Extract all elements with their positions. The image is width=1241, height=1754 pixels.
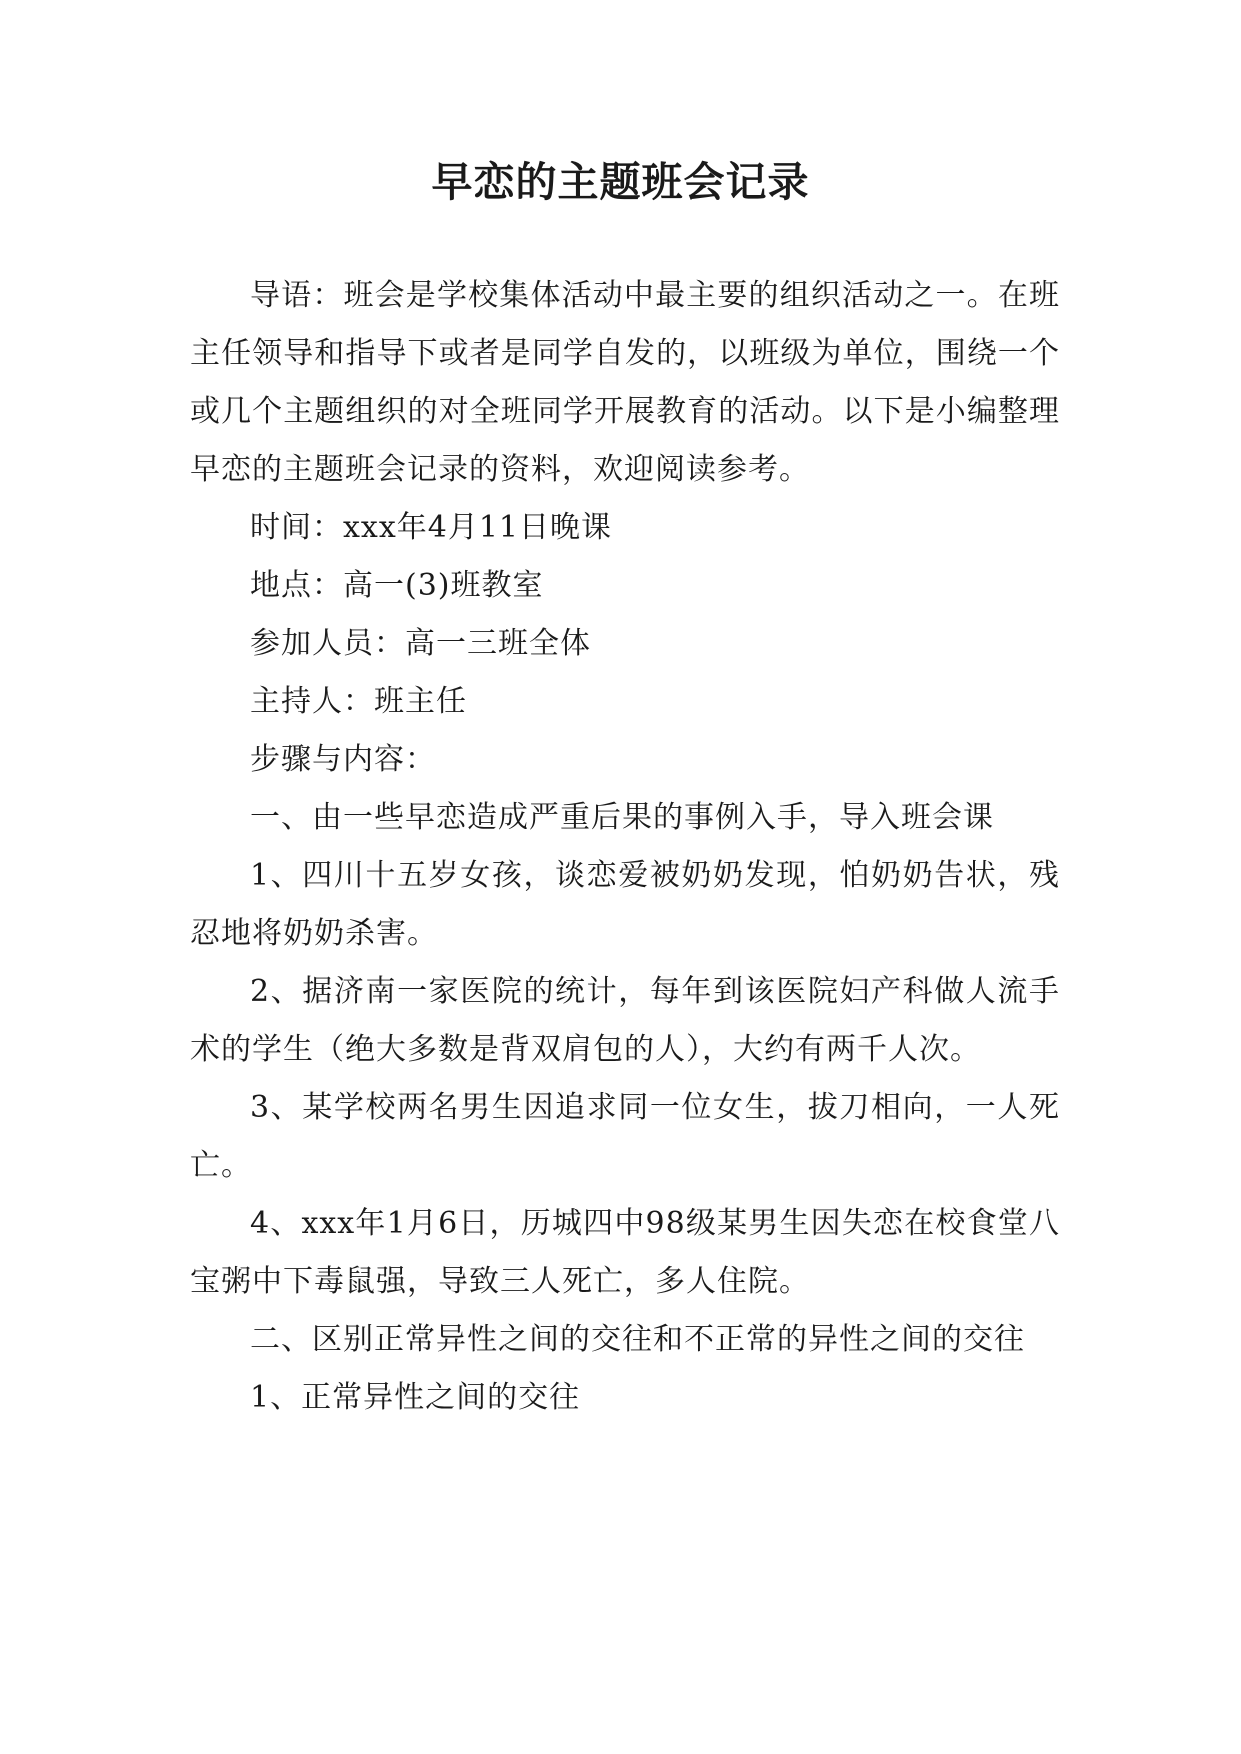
document-body [190, 267, 1060, 1427]
paragraph-location: 地点：高一(3)班教室 [250, 568, 544, 603]
paragraph-subsection-1: 1、正常异性之间的交往 [250, 1380, 581, 1415]
paragraph-host: 主持人：班主任 [250, 684, 467, 719]
paragraph-participants: 参加人员：高一三班全体 [250, 626, 591, 661]
paragraph-section-two-heading: 二、区别正常异性之间的交往和不正常的异性之间的交往 [250, 1322, 1025, 1357]
paragraph-section-one-heading: 一、由一些早恋造成严重后果的事例入手，导入班会课 [250, 800, 994, 835]
paragraph-time: 时间：xxx年4月11日晚课 [250, 510, 613, 545]
paragraph-intro: 导语：班会是学校集体活动中最主要的组织活动之一。在班主任领导和指导下或者是同学自发的，以班级为单位，围绕一个或几个主题组织的对全班同学开展教育的活动。以下是小编整理早恋的主题班会记录的资料，欢迎阅读参考。 [190, 278, 1060, 487]
paragraph-case-2: 2、据济南一家医院的统计，每年到该医院妇产科做人流手术的学生（绝大多数是背双肩包的人），大约有两千人次。 [190, 974, 1060, 1067]
paragraph-case-3: 3、某学校两名男生因追求同一位女生，拔刀相向，一人死亡。 [190, 1090, 1060, 1183]
document-title: 早恋的主题班会记录 [431, 158, 810, 206]
paragraph-case-1: 1、四川十五岁女孩，谈恋爱被奶奶发现，怕奶奶告状，残忍地将奶奶杀害。 [190, 858, 1060, 951]
paragraph-case-4: 4、xxx年1月6日，历城四中98级某男生因失恋在校食堂八宝粥中下毒鼠强，导致三人死亡，多人住院。 [190, 1206, 1060, 1299]
paragraph-steps-heading: 步骤与内容： [250, 742, 436, 777]
